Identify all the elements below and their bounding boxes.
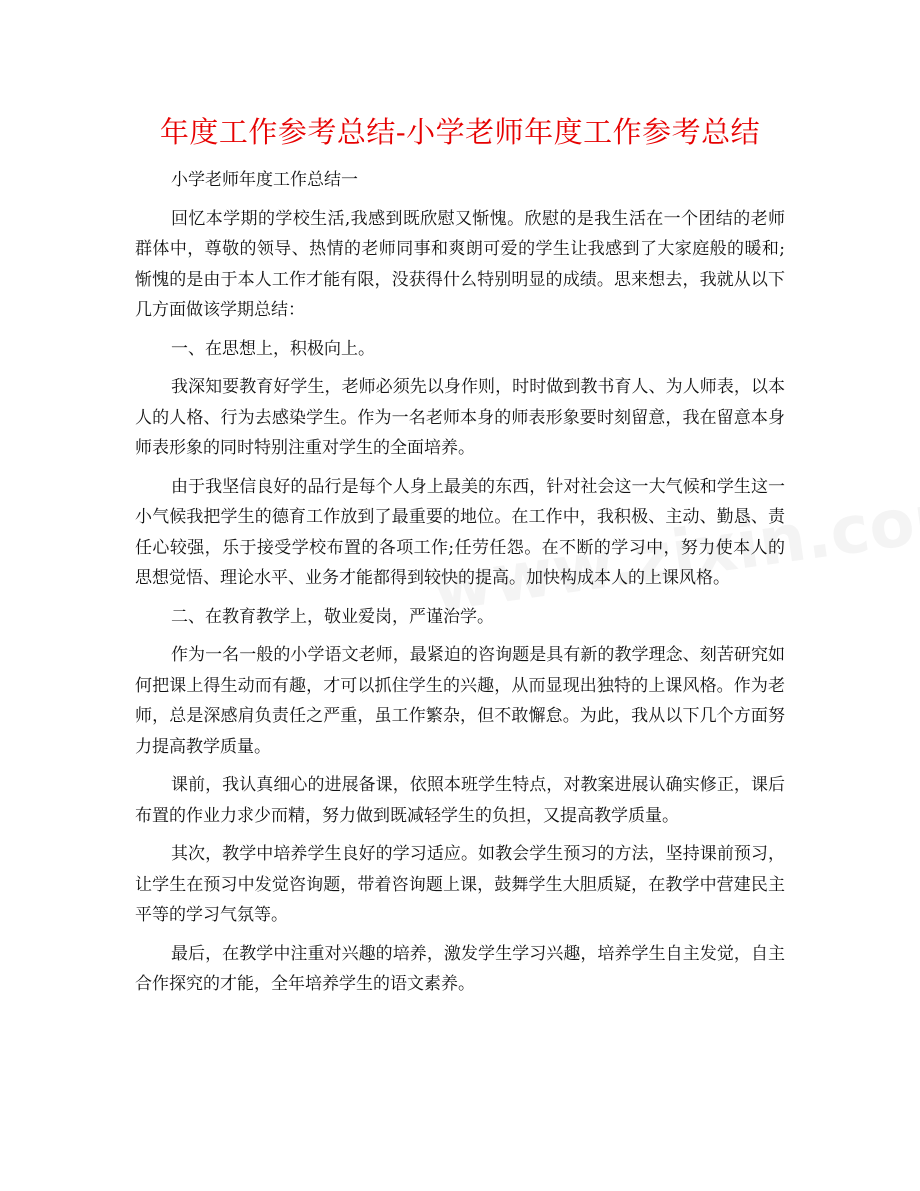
section-heading: 一、在思想上，积极向上。 <box>171 338 375 359</box>
paragraph: 最后，在教学中注重对兴趣的培养，激发学生学习兴趣，培养学生自主发觉，自主合作探究的才能，全年培养学生的语文素养。 <box>135 943 785 994</box>
document-title: 年度工作参考总结-小学老师年度工作参考总结 <box>159 115 761 149</box>
paragraph: 作为一名一般的小学语文老师，最紧迫的咨询题是具有新的教学理念、刻苦研究如何把课上得生动而有趣，才可以抓住学生的兴趣，从而显现出独特的上课风格。作为老师，总是深感肩负责任之严重，虽工作繁杂，但不敢懈怠。为此，我从以下几个方面努力提高教学质量。 <box>135 645 785 757</box>
section-subtitle: 小学老师年度工作总结一 <box>171 170 358 190</box>
paragraph: 课前，我认真细心的进展备课，依照本班学生特点，对教案进展认确实修正，课后布置的作业力求少而精，努力做到既减轻学生的负担，又提高教学质量。 <box>135 775 785 826</box>
section-heading: 二、在教育教学上，敬业爱岗，严谨治学。 <box>171 606 494 627</box>
paragraph: 回忆本学期的学校生活,我感到既欣慰又惭愧。欣慰的是我生活在一个团结的老师群体中，尊敬的领导、热情的老师同事和爽朗可爱的学生让我感到了大家庭般的暖和;惭愧的是由于本人工作才能有限，没获得什么特别明显的成绩。思来想去，我就从以下几方面做该学期总结： <box>135 208 785 320</box>
paragraph: 其次，教学中培养学生良好的学习适应。如教会学生预习的方法，坚持课前预习，让学生在预习中发觉咨询题，带着咨询题上课，鼓舞学生大胆质疑，在教学中营建民主平等的学习气氛等。 <box>135 844 785 925</box>
document-body <box>135 165 785 1008</box>
paragraph: 由于我坚信良好的品行是每个人身上最美的东西，针对社会这一大气候和学生这一小气候我把学生的德育工作放到了最重要的地位。在工作中，我积极、主动、勤恳、责任心较强，乐于接受学校布置的各项工作;任劳任怨。在不断的学习中，努力使本人的思想觉悟、理论水平、业务才能都得到较快的提高。加快构成本人的上课风格。 <box>135 476 785 588</box>
paragraph: 我深知要教育好学生，老师必须先以身作则，时时做到教书育人、为人师表，以本人的人格、行为去感染学生。作为一名老师本身的师表形象要时刻留意，我在留意本身师表形象的同时特别注重对学生的全面培养。 <box>135 377 785 458</box>
